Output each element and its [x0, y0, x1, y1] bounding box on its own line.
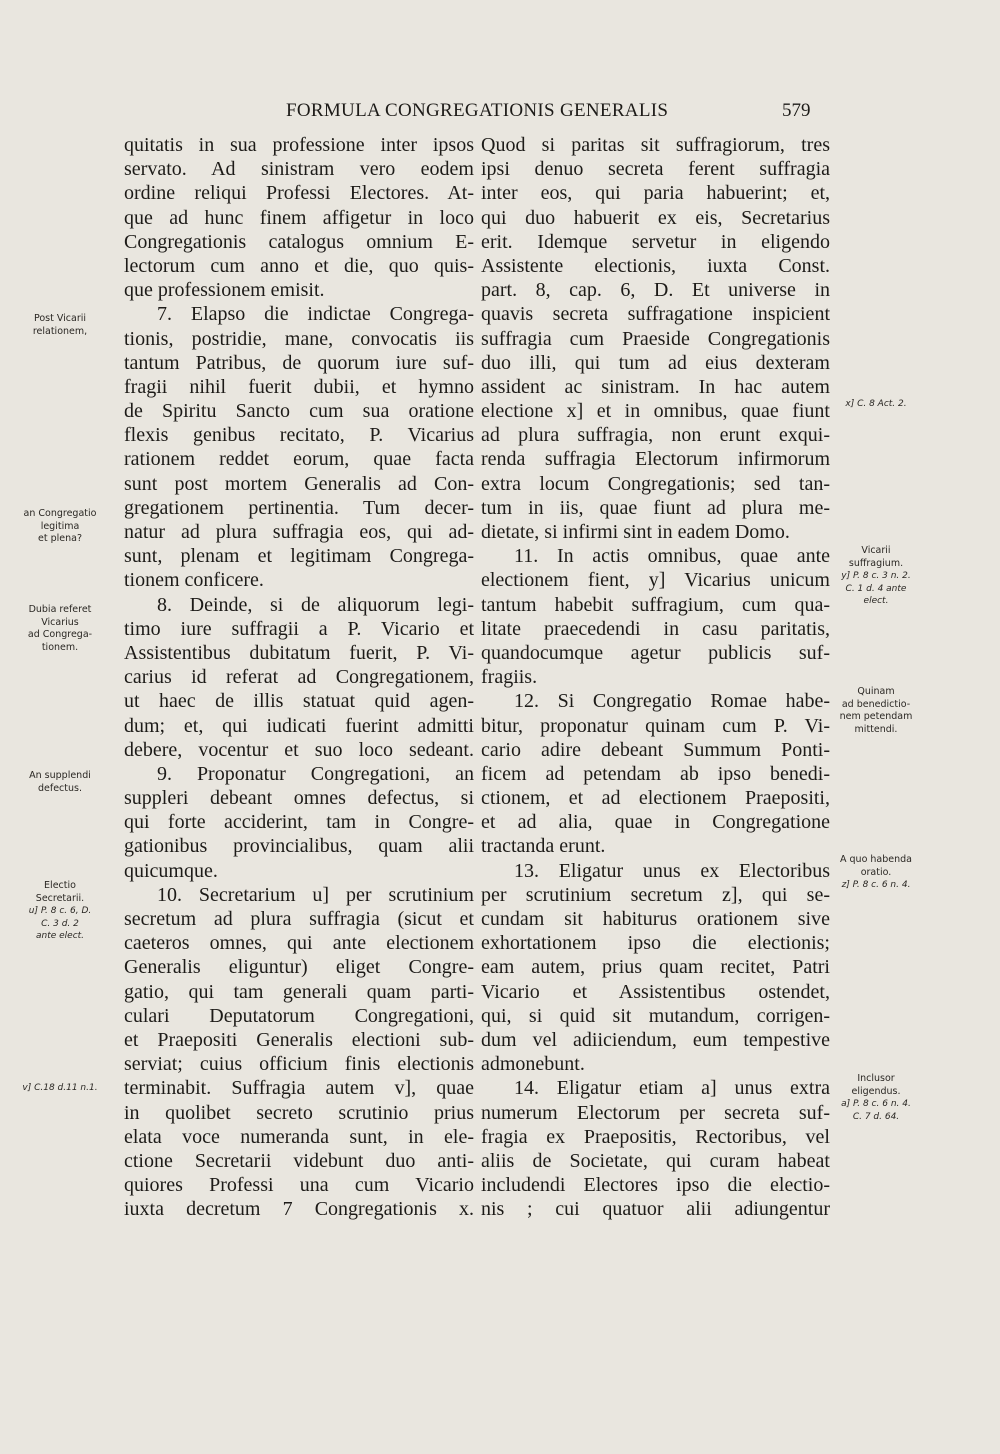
- text-line: tantum Patribus, de quorum iure suf-: [124, 351, 474, 374]
- text-line: ctione Secretarii videbunt duo anti-: [124, 1149, 474, 1172]
- text-line: que professionem emisit.: [124, 279, 325, 302]
- margin-note-line: Dubia referet: [28, 604, 92, 615]
- margin-note: [820, 545, 932, 608]
- text-line: quandocumque agetur publicis suf-: [481, 641, 830, 664]
- margin-note: [820, 854, 932, 892]
- text-line: ctionem, et ad electionem Praepositi,: [481, 787, 830, 810]
- text-line: 13. Eligatur unus ex Electoribus: [514, 859, 830, 882]
- text-line: lectorum cum anno et die, quo quis-: [124, 254, 474, 277]
- margin-note-line: oratio.: [860, 866, 892, 878]
- margin-note-line: Inclusor: [857, 1073, 895, 1084]
- text-line: Generalis eliguntur) eliget Congre-: [124, 956, 474, 979]
- margin-note-line: Secretarii.: [35, 892, 85, 904]
- text-line: tum in iis, quae fiunt ad plura me-: [481, 496, 830, 519]
- text-line: terminabit. Suffragia autem v], quae: [124, 1077, 474, 1100]
- margin-note-line: Post Vicarii: [33, 313, 87, 324]
- margin-reference: elect.: [863, 596, 889, 606]
- text-line: que ad hunc finem affigetur in loco: [124, 206, 474, 229]
- text-line: natur ad plura suffragia eos, qui ad-: [124, 521, 474, 543]
- margin-note-line: Vicarii: [861, 545, 891, 556]
- margin-reference: ante elect.: [35, 931, 85, 941]
- margin-note: [5, 604, 115, 654]
- text-line: exhortationem ipso die electionis;: [481, 932, 830, 955]
- text-line: et ad alia, quae in Congregatione: [481, 811, 830, 834]
- text-line: et Praepositi Generalis electioni sub-: [124, 1028, 474, 1051]
- margin-note: [5, 313, 115, 338]
- text-line: tionem conficere.: [124, 569, 264, 592]
- margin-note-line: A quo habenda: [840, 854, 912, 865]
- text-line: sunt, plenam et legitimam Congrega-: [124, 545, 474, 568]
- margin-reference: C. 3 d. 2: [41, 918, 79, 929]
- text-line: qui, si quid sit mutandum, corrigen-: [481, 1004, 830, 1027]
- margin-note-line: Electio: [44, 880, 76, 891]
- text-line: electione x] et in omnibus, quae fiunt: [481, 400, 830, 423]
- text-line: ut haec de illis statuat quid agen-: [124, 690, 474, 713]
- margin-note-line: et plena?: [38, 533, 82, 544]
- margin-note-line: mittendi.: [854, 723, 898, 735]
- text-line: fragiis.: [481, 666, 538, 689]
- text-line: renda suffragia Electorum infirmorum: [481, 448, 830, 471]
- text-line: tionis, postridie, mane, convocatis iis: [124, 327, 474, 350]
- text-line: ipsi denuo secreta ferent suffragia: [481, 158, 830, 181]
- margin-note-line: eligendus.: [851, 1085, 901, 1097]
- text-line: Assistentibus dubitatum fuerit, P. Vi-: [124, 641, 474, 664]
- text-line: Congregationis catalogus omnium E-: [124, 230, 474, 253]
- text-line: cundam sit habiturus orationem sive: [481, 908, 830, 930]
- text-line: timo iure suffragii a P. Vicario et: [124, 617, 474, 640]
- margin-note-line: suffragium.: [848, 557, 904, 569]
- page-header: [0, 100, 1000, 130]
- text-line: litate praecedendi in casu paritatis,: [481, 617, 830, 640]
- text-line: de Spiritu Sancto cum sua oratione: [124, 400, 474, 423]
- text-line: ad plura suffragia, non erunt exqui-: [481, 424, 830, 447]
- text-line: suffragia cum Praeside Congregationis: [481, 327, 830, 350]
- margin-note-line: An supplendi: [29, 770, 91, 781]
- text-line: gatio, qui tam generali quam parti-: [124, 980, 474, 1003]
- text-line: fragii nihil fuerit dubii, et hymno: [124, 375, 474, 398]
- right-text-column: [481, 133, 830, 1221]
- text-line: servato. Ad sinistram vero eodem: [124, 158, 474, 181]
- text-line: inter eos, qui paria habuerint; et,: [481, 182, 830, 205]
- text-line: erit. Idemque servetur in eligendo: [481, 230, 830, 253]
- text-line: gationibus provincialibus, quam alii: [124, 835, 474, 858]
- text-line: culari Deputatorum Congregationi,: [124, 1004, 474, 1027]
- margin-note-line: defectus.: [37, 782, 82, 794]
- text-line: electionem fient, y] Vicarius unicum: [481, 569, 830, 592]
- margin-note: [820, 686, 932, 736]
- text-line: admonebunt.: [481, 1053, 585, 1076]
- text-line: sunt post mortem Generalis ad Con-: [124, 472, 474, 495]
- text-line: caeteros omnes, qui ante electionem: [124, 932, 474, 955]
- margin-note-line: tionem.: [41, 641, 79, 653]
- text-line: elata voce numeranda sunt, in ele-: [124, 1125, 474, 1148]
- text-line: dum; et, qui iudicati fuerint admitti: [124, 714, 474, 737]
- text-line: gregationem pertinentia. Tum decer-: [124, 496, 474, 519]
- text-line: Assistente electionis, iuxta Const.: [481, 254, 830, 277]
- text-line: extra locum Congregationis; sed tan-: [481, 472, 830, 495]
- text-line: 11. In actis omnibus, quae ante: [514, 545, 830, 568]
- text-line: dum vel adiiciendum, eum tempestive: [481, 1028, 830, 1051]
- margin-note-line: Vicarius: [41, 616, 79, 628]
- margin-reference: C. 1 d. 4 ante: [845, 583, 907, 594]
- text-line: per scrutinium secretum z], qui se-: [481, 883, 830, 906]
- text-line: qui forte acciderint, tam in Congre-: [124, 811, 474, 834]
- margin-note-line: legitima: [40, 520, 80, 532]
- margin-note: [820, 398, 932, 411]
- text-line: flexis genibus recitato, P. Vicarius: [124, 424, 474, 447]
- running-title: FORMULA CONGREGATIONIS GENERALIS: [286, 100, 669, 121]
- margin-reference: z] P. 8 c. 6 n. 4.: [841, 880, 911, 890]
- margin-reference: x] C. 8 Act. 2.: [845, 399, 907, 409]
- text-line: quavis secreta suffragatione inspicient: [481, 303, 830, 326]
- margin-note-line: nem petendam: [839, 711, 913, 722]
- text-line: fragia ex Praepositis, Rectoribus, vel: [481, 1125, 830, 1148]
- text-line: tantum habebit suffragium, cum qua-: [481, 593, 830, 616]
- text-line: quiores Professi una cum Vicario: [124, 1174, 474, 1197]
- margin-note: [5, 770, 115, 795]
- text-line: 7. Elapso die indictae Congrega-: [157, 303, 474, 326]
- page-number: 579: [782, 100, 811, 121]
- text-line: quitatis in sua professione inter ipsos: [124, 134, 474, 156]
- text-line: includendi Electores ipso die electio-: [481, 1174, 830, 1197]
- text-line: aliis de Societate, qui curam habeat: [481, 1149, 830, 1172]
- margin-reference: C. 7 d. 64.: [852, 1111, 900, 1122]
- text-line: numerum Electorum per secreta suf-: [481, 1101, 830, 1124]
- margin-reference: y] P. 8 c. 3 n. 2.: [841, 571, 911, 581]
- text-line: part. 8, cap. 6, D. Et universe in: [481, 279, 830, 302]
- margin-note-line: ad Congrega-: [27, 629, 93, 640]
- text-line: 12. Si Congregatio Romae habe-: [514, 690, 830, 713]
- text-line: 8. Deinde, si de aliquorum legi-: [157, 593, 474, 616]
- text-line: eam autem, prius quam recitet, Patri: [481, 956, 830, 979]
- text-line: qui duo habuerit ex eis, Secretarius: [481, 206, 830, 229]
- margin-note-line: ad benedictio-: [841, 698, 911, 710]
- text-line: 10. Secretarium u] per scrutinium: [157, 883, 474, 906]
- text-line: Quod si paritas sit suffragiorum, tres: [481, 134, 830, 156]
- margin-reference: a] P. 8 c. 6 n. 4.: [841, 1099, 911, 1109]
- margin-note: [5, 508, 115, 546]
- text-line: iuxta decretum 7 Congregationis x.: [124, 1198, 474, 1221]
- text-line: in quolibet secreto scrutinio prius: [124, 1101, 474, 1124]
- text-line: Vicario et Assistentibus ostendet,: [481, 980, 830, 1003]
- text-line: tractanda erunt.: [481, 835, 606, 858]
- text-line: quicumque.: [124, 859, 218, 882]
- text-line: nis ; cui quatuor alii adiungentur: [481, 1198, 830, 1221]
- margin-reference: v] C.18 d.11 n.1.: [22, 1083, 98, 1093]
- text-line: carius id referat ad Congregationem,: [124, 666, 474, 689]
- margin-note: [820, 1073, 932, 1123]
- text-line: serviat; cuius officium finis electionis: [124, 1053, 474, 1076]
- margin-note: [5, 880, 115, 943]
- margin-note: [5, 1082, 115, 1095]
- text-line: ordine reliqui Professi Electores. At-: [124, 182, 474, 205]
- text-line: rationem reddet eorum, quae facta: [124, 448, 474, 471]
- left-text-column: [124, 133, 474, 1221]
- margin-note-line: relationem,: [32, 325, 88, 337]
- margin-note-line: an Congregatio: [23, 508, 97, 519]
- text-line: dietate, si infirmi sint in eadem Domo.: [481, 521, 790, 543]
- text-line: cario adire debeant Summum Ponti-: [481, 738, 830, 761]
- text-line: 9. Proponatur Congregationi, an: [157, 762, 474, 785]
- margin-note-line: Quinam: [857, 686, 895, 697]
- text-line: debere, vocentur et suo loco sedeant.: [124, 738, 474, 761]
- text-line: duo illi, qui tum ad eius dexteram: [481, 351, 830, 374]
- text-line: suppleri debeant omnes defectus, si: [124, 787, 474, 810]
- text-line: bitur, proponatur quinam cum P. Vi-: [481, 714, 830, 737]
- text-line: assident ac sinistram. In hac autem: [481, 375, 830, 398]
- text-line: ficem ad petendam ab ipso benedi-: [481, 762, 830, 785]
- text-line: secretum ad plura suffragia (sicut et: [124, 908, 474, 930]
- margin-reference: u] P. 8 c. 6, D.: [28, 906, 92, 916]
- text-line: 14. Eligatur etiam a] unus extra: [514, 1077, 830, 1100]
